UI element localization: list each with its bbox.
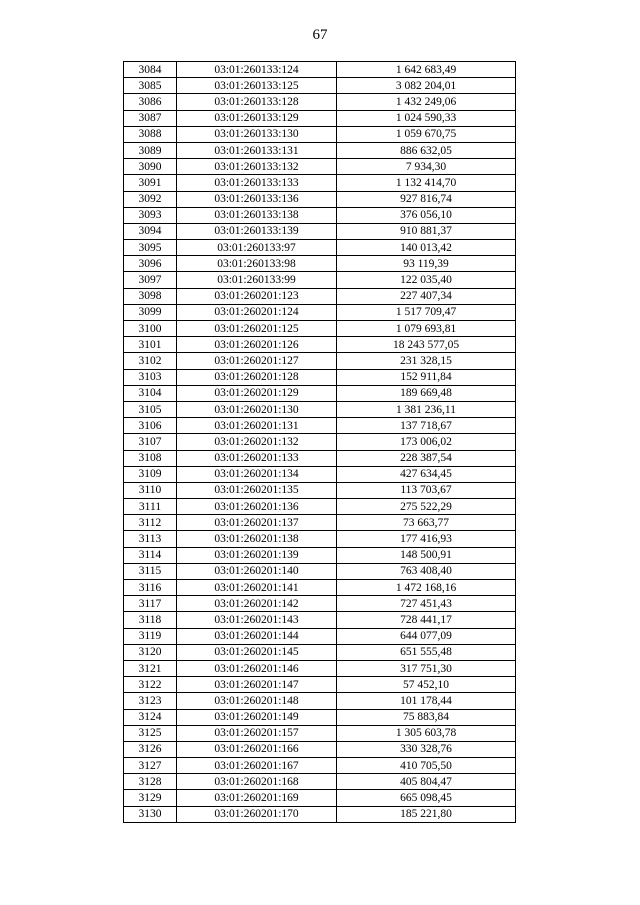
cadastral-value-cell: 231 328,15 — [337, 353, 516, 369]
row-number-cell: 3126 — [124, 741, 177, 757]
cadastral-number-cell: 03:01:260201:130 — [177, 401, 337, 417]
row-number-cell: 3106 — [124, 418, 177, 434]
cadastral-value-cell: 173 006,02 — [337, 434, 516, 450]
cadastral-value-cell: 228 387,54 — [337, 450, 516, 466]
cadastral-number-cell: 03:01:260201:147 — [177, 677, 337, 693]
cadastral-value-cell: 275 522,29 — [337, 499, 516, 515]
cadastral-number-cell: 03:01:260133:139 — [177, 223, 337, 239]
row-number-cell: 3119 — [124, 628, 177, 644]
cadastral-value-cell: 1 059 670,75 — [337, 126, 516, 142]
cadastral-number-cell: 03:01:260133:99 — [177, 272, 337, 288]
cadastral-value-cell: 1 517 709,47 — [337, 304, 516, 320]
table-row — [124, 304, 516, 320]
table-row — [124, 774, 516, 790]
row-number-cell: 3127 — [124, 758, 177, 774]
cadastral-value-cell: 57 452,10 — [337, 677, 516, 693]
cadastral-number-cell: 03:01:260201:137 — [177, 515, 337, 531]
cadastral-number-cell: 03:01:260201:136 — [177, 499, 337, 515]
table-row — [124, 466, 516, 482]
cadastral-number-cell: 03:01:260201:139 — [177, 547, 337, 563]
cadastral-value-cell: 137 718,67 — [337, 418, 516, 434]
table-row — [124, 790, 516, 806]
row-number-cell: 3100 — [124, 321, 177, 337]
table-row — [124, 191, 516, 207]
cadastral-number-cell: 03:01:260201:141 — [177, 580, 337, 596]
row-number-cell: 3123 — [124, 693, 177, 709]
row-number-cell: 3121 — [124, 660, 177, 676]
cadastral-value-cell: 18 243 577,05 — [337, 337, 516, 353]
row-number-cell: 3090 — [124, 159, 177, 175]
table-row — [124, 482, 516, 498]
row-number-cell: 3103 — [124, 369, 177, 385]
cadastral-number-cell: 03:01:260133:130 — [177, 126, 337, 142]
row-number-cell: 3117 — [124, 596, 177, 612]
cadastral-value-cell: 317 751,30 — [337, 660, 516, 676]
cadastral-value-cell: 927 816,74 — [337, 191, 516, 207]
row-number-cell: 3099 — [124, 304, 177, 320]
row-number-cell: 3108 — [124, 450, 177, 466]
table-row — [124, 628, 516, 644]
table-row — [124, 401, 516, 417]
cadastral-value-cell: 727 451,43 — [337, 596, 516, 612]
table-row — [124, 709, 516, 725]
cadastral-value-cell: 910 881,37 — [337, 223, 516, 239]
row-number-cell: 3091 — [124, 175, 177, 191]
table-row — [124, 450, 516, 466]
cadastral-number-cell: 03:01:260201:157 — [177, 725, 337, 741]
cadastral-value-table — [123, 61, 516, 823]
table-row — [124, 596, 516, 612]
table-row — [124, 418, 516, 434]
table-row — [124, 321, 516, 337]
table-row — [124, 240, 516, 256]
table-row — [124, 758, 516, 774]
cadastral-value-cell: 73 663,77 — [337, 515, 516, 531]
cadastral-value-cell: 376 056,10 — [337, 207, 516, 223]
row-number-cell: 3101 — [124, 337, 177, 353]
table-row — [124, 78, 516, 94]
row-number-cell: 3087 — [124, 110, 177, 126]
row-number-cell: 3104 — [124, 385, 177, 401]
table-row — [124, 515, 516, 531]
table-row — [124, 563, 516, 579]
row-number-cell: 3116 — [124, 580, 177, 596]
cadastral-value-cell: 1 642 683,49 — [337, 62, 516, 78]
cadastral-number-cell: 03:01:260201:128 — [177, 369, 337, 385]
cadastral-value-cell: 644 077,09 — [337, 628, 516, 644]
table-row — [124, 580, 516, 596]
table-row — [124, 612, 516, 628]
cadastral-value-cell: 3 082 204,01 — [337, 78, 516, 94]
cadastral-number-cell: 03:01:260133:128 — [177, 94, 337, 110]
cadastral-value-cell: 101 178,44 — [337, 693, 516, 709]
cadastral-number-cell: 03:01:260201:168 — [177, 774, 337, 790]
row-number-cell: 3097 — [124, 272, 177, 288]
row-number-cell: 3098 — [124, 288, 177, 304]
cadastral-number-cell: 03:01:260201:148 — [177, 693, 337, 709]
table-row — [124, 175, 516, 191]
cadastral-number-cell: 03:01:260201:125 — [177, 321, 337, 337]
row-number-cell: 3095 — [124, 240, 177, 256]
row-number-cell: 3115 — [124, 563, 177, 579]
table-row — [124, 288, 516, 304]
table-row — [124, 207, 516, 223]
cadastral-number-cell: 03:01:260133:133 — [177, 175, 337, 191]
table-row — [124, 256, 516, 272]
table-row — [124, 223, 516, 239]
cadastral-number-cell: 03:01:260201:134 — [177, 466, 337, 482]
table-row — [124, 547, 516, 563]
cadastral-value-cell: 185 221,80 — [337, 806, 516, 822]
table-row — [124, 272, 516, 288]
row-number-cell: 3084 — [124, 62, 177, 78]
cadastral-value-cell: 405 804,47 — [337, 774, 516, 790]
cadastral-number-cell: 03:01:260201:135 — [177, 482, 337, 498]
row-number-cell: 3088 — [124, 126, 177, 142]
cadastral-number-cell: 03:01:260201:127 — [177, 353, 337, 369]
cadastral-value-cell: 763 408,40 — [337, 563, 516, 579]
cadastral-value-cell: 410 705,50 — [337, 758, 516, 774]
table-row — [124, 126, 516, 142]
cadastral-number-cell: 03:01:260201:126 — [177, 337, 337, 353]
cadastral-number-cell: 03:01:260133:136 — [177, 191, 337, 207]
cadastral-number-cell: 03:01:260201:131 — [177, 418, 337, 434]
table-row — [124, 142, 516, 158]
cadastral-value-cell: 1 305 603,78 — [337, 725, 516, 741]
cadastral-number-cell: 03:01:260133:97 — [177, 240, 337, 256]
row-number-cell: 3102 — [124, 353, 177, 369]
cadastral-value-cell: 1 132 414,70 — [337, 175, 516, 191]
cadastral-number-cell: 03:01:260201:166 — [177, 741, 337, 757]
cadastral-number-cell: 03:01:260201:142 — [177, 596, 337, 612]
page-number: 67 — [312, 27, 328, 43]
table-row — [124, 644, 516, 660]
table-row — [124, 62, 516, 78]
table-row — [124, 434, 516, 450]
cadastral-value-cell: 148 500,91 — [337, 547, 516, 563]
row-number-cell: 3130 — [124, 806, 177, 822]
cadastral-number-cell: 03:01:260201:170 — [177, 806, 337, 822]
row-number-cell: 3114 — [124, 547, 177, 563]
cadastral-value-cell: 7 934,30 — [337, 159, 516, 175]
cadastral-number-cell: 03:01:260201:133 — [177, 450, 337, 466]
cadastral-number-cell: 03:01:260201:123 — [177, 288, 337, 304]
cadastral-value-cell: 728 441,17 — [337, 612, 516, 628]
table-row — [124, 159, 516, 175]
row-number-cell: 3105 — [124, 401, 177, 417]
row-number-cell: 3107 — [124, 434, 177, 450]
cadastral-value-cell: 1 472 168,16 — [337, 580, 516, 596]
cadastral-number-cell: 03:01:260201:129 — [177, 385, 337, 401]
cadastral-value-cell: 1 079 693,81 — [337, 321, 516, 337]
row-number-cell: 3096 — [124, 256, 177, 272]
cadastral-value-cell: 122 035,40 — [337, 272, 516, 288]
cadastral-value-cell: 330 328,76 — [337, 741, 516, 757]
row-number-cell: 3125 — [124, 725, 177, 741]
row-number-cell: 3118 — [124, 612, 177, 628]
cadastral-number-cell: 03:01:260201:138 — [177, 531, 337, 547]
row-number-cell: 3094 — [124, 223, 177, 239]
cadastral-number-cell: 03:01:260133:131 — [177, 142, 337, 158]
cadastral-value-cell: 189 669,48 — [337, 385, 516, 401]
cadastral-value-cell: 1 381 236,11 — [337, 401, 516, 417]
row-number-cell: 3086 — [124, 94, 177, 110]
cadastral-number-cell: 03:01:260201:143 — [177, 612, 337, 628]
cadastral-number-cell: 03:01:260201:146 — [177, 660, 337, 676]
cadastral-number-cell: 03:01:260133:132 — [177, 159, 337, 175]
cadastral-value-cell: 113 703,67 — [337, 482, 516, 498]
cadastral-number-cell: 03:01:260201:144 — [177, 628, 337, 644]
row-number-cell: 3110 — [124, 482, 177, 498]
cadastral-value-cell: 651 555,48 — [337, 644, 516, 660]
cadastral-number-cell: 03:01:260133:129 — [177, 110, 337, 126]
table-row — [124, 385, 516, 401]
row-number-cell: 3124 — [124, 709, 177, 725]
cadastral-number-cell: 03:01:260201:132 — [177, 434, 337, 450]
cadastral-number-cell: 03:01:260133:98 — [177, 256, 337, 272]
cadastral-number-cell: 03:01:260133:138 — [177, 207, 337, 223]
cadastral-value-cell: 75 883,84 — [337, 709, 516, 725]
row-number-cell: 3128 — [124, 774, 177, 790]
row-number-cell: 3093 — [124, 207, 177, 223]
cadastral-number-cell: 03:01:260133:125 — [177, 78, 337, 94]
table-row — [124, 94, 516, 110]
row-number-cell: 3109 — [124, 466, 177, 482]
table-row — [124, 806, 516, 822]
cadastral-value-cell: 152 911,84 — [337, 369, 516, 385]
table-row — [124, 660, 516, 676]
cadastral-value-cell: 227 407,34 — [337, 288, 516, 304]
row-number-cell: 3089 — [124, 142, 177, 158]
cadastral-value-cell: 886 632,05 — [337, 142, 516, 158]
table-row — [124, 110, 516, 126]
cadastral-value-cell: 665 098,45 — [337, 790, 516, 806]
cadastral-value-cell: 93 119,39 — [337, 256, 516, 272]
cadastral-number-cell: 03:01:260201:140 — [177, 563, 337, 579]
table-row — [124, 693, 516, 709]
table-body — [124, 62, 516, 823]
cadastral-number-cell: 03:01:260201:149 — [177, 709, 337, 725]
row-number-cell: 3112 — [124, 515, 177, 531]
row-number-cell: 3122 — [124, 677, 177, 693]
table-row — [124, 741, 516, 757]
table-row — [124, 677, 516, 693]
table-row — [124, 369, 516, 385]
table-row — [124, 337, 516, 353]
table-row — [124, 531, 516, 547]
table-row — [124, 353, 516, 369]
row-number-cell: 3120 — [124, 644, 177, 660]
cadastral-value-cell: 1 432 249,06 — [337, 94, 516, 110]
row-number-cell: 3085 — [124, 78, 177, 94]
cadastral-number-cell: 03:01:260201:124 — [177, 304, 337, 320]
cadastral-value-cell: 177 416,93 — [337, 531, 516, 547]
row-number-cell: 3113 — [124, 531, 177, 547]
cadastral-value-cell: 427 634,45 — [337, 466, 516, 482]
cadastral-value-cell: 1 024 590,33 — [337, 110, 516, 126]
row-number-cell: 3111 — [124, 499, 177, 515]
row-number-cell: 3129 — [124, 790, 177, 806]
cadastral-number-cell: 03:01:260201:169 — [177, 790, 337, 806]
row-number-cell: 3092 — [124, 191, 177, 207]
table-row — [124, 499, 516, 515]
cadastral-number-cell: 03:01:260133:124 — [177, 62, 337, 78]
cadastral-number-cell: 03:01:260201:145 — [177, 644, 337, 660]
cadastral-value-cell: 140 013,42 — [337, 240, 516, 256]
cadastral-number-cell: 03:01:260201:167 — [177, 758, 337, 774]
table-row — [124, 725, 516, 741]
